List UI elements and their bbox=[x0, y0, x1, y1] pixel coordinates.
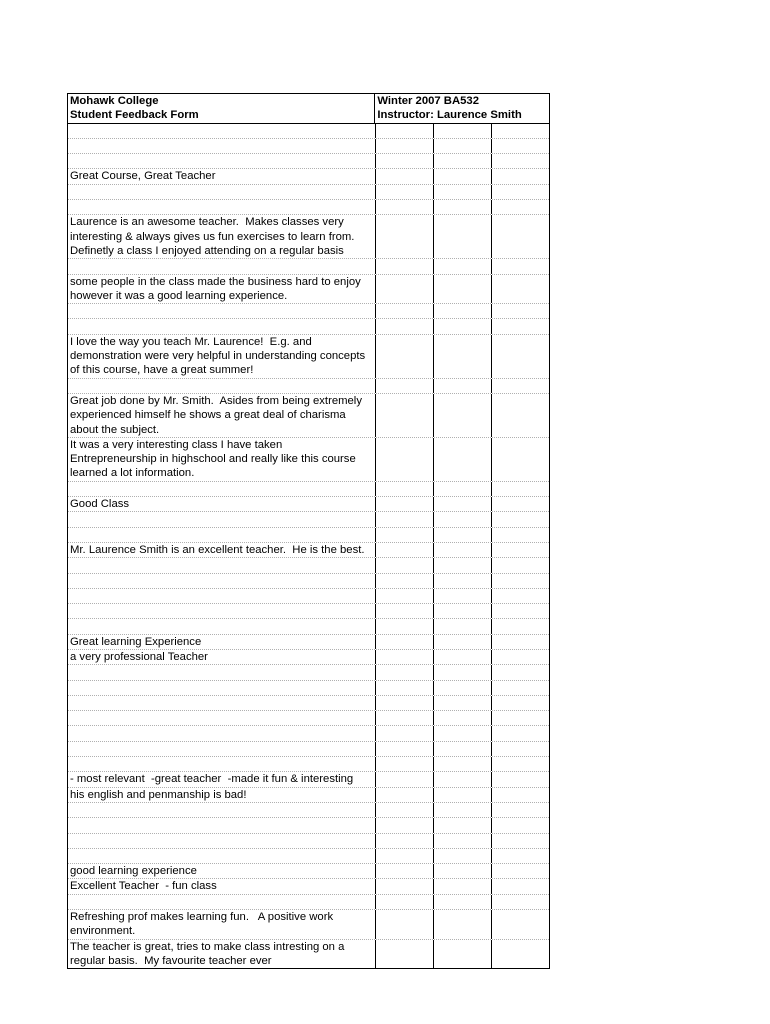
empty-cell bbox=[376, 512, 434, 526]
table-row bbox=[68, 864, 549, 879]
empty-cell bbox=[376, 619, 434, 633]
empty-cell bbox=[434, 681, 492, 695]
empty-cell bbox=[492, 940, 549, 969]
empty-cell bbox=[492, 895, 549, 909]
table-row bbox=[68, 788, 549, 803]
empty-cell bbox=[376, 543, 434, 557]
empty-cell bbox=[376, 788, 434, 802]
empty-cell bbox=[434, 497, 492, 511]
empty-cell bbox=[492, 528, 549, 542]
comment-cell bbox=[68, 711, 376, 725]
empty-cell bbox=[376, 757, 434, 771]
empty-cell bbox=[434, 726, 492, 740]
comment-cell bbox=[68, 574, 376, 588]
table-row bbox=[68, 818, 549, 833]
empty-cell bbox=[376, 304, 434, 318]
form-title: Student Feedback Form bbox=[70, 109, 199, 122]
empty-cell bbox=[492, 803, 549, 817]
empty-cell bbox=[376, 574, 434, 588]
empty-cell bbox=[492, 482, 549, 496]
table-row bbox=[68, 589, 549, 604]
comment-cell: Great job done by Mr. Smith. Asides from being extremely experienced himself he shows a great deal of charisma about the subject. bbox=[68, 394, 376, 437]
header-right-cell bbox=[375, 94, 549, 123]
comment-cell bbox=[68, 742, 376, 756]
empty-cell bbox=[434, 879, 492, 893]
comment-cell bbox=[68, 803, 376, 817]
empty-cell bbox=[434, 864, 492, 878]
table-row bbox=[68, 604, 549, 619]
empty-cell bbox=[376, 681, 434, 695]
empty-cell bbox=[492, 512, 549, 526]
empty-cell bbox=[434, 895, 492, 909]
empty-cell bbox=[376, 558, 434, 572]
comment-cell: It was a very interesting class I have taken Entrepreneurship in highschool and really like this course learned a lot information. bbox=[68, 438, 376, 481]
comment-cell: his english and penmanship is bad! bbox=[68, 788, 376, 802]
table-row bbox=[68, 304, 549, 319]
table-row bbox=[68, 200, 549, 215]
empty-cell bbox=[492, 379, 549, 393]
empty-cell bbox=[492, 185, 549, 199]
table-row bbox=[68, 379, 549, 394]
empty-cell bbox=[492, 275, 549, 304]
table-row bbox=[68, 742, 549, 757]
empty-cell bbox=[492, 818, 549, 832]
empty-cell bbox=[434, 834, 492, 848]
empty-cell bbox=[492, 650, 549, 664]
empty-cell bbox=[492, 834, 549, 848]
table-row bbox=[68, 543, 549, 558]
empty-cell bbox=[434, 849, 492, 863]
feedback-rows bbox=[68, 124, 549, 969]
empty-cell bbox=[434, 910, 492, 939]
comment-cell bbox=[68, 665, 376, 679]
comment-cell: Mr. Laurence Smith is an excellent teacher. He is the best. bbox=[68, 543, 376, 557]
comment-cell bbox=[68, 185, 376, 199]
empty-cell bbox=[434, 319, 492, 333]
empty-cell bbox=[492, 788, 549, 802]
empty-cell bbox=[434, 589, 492, 603]
table-row bbox=[68, 124, 549, 139]
empty-cell bbox=[492, 335, 549, 378]
empty-cell bbox=[434, 394, 492, 437]
empty-cell bbox=[492, 619, 549, 633]
empty-cell bbox=[434, 772, 492, 786]
empty-cell bbox=[434, 543, 492, 557]
empty-cell bbox=[492, 497, 549, 511]
empty-cell bbox=[376, 635, 434, 649]
empty-cell bbox=[434, 200, 492, 214]
table-row bbox=[68, 619, 549, 634]
table-row bbox=[68, 834, 549, 849]
table-row bbox=[68, 849, 549, 864]
empty-cell bbox=[492, 574, 549, 588]
table-row bbox=[68, 696, 549, 711]
table-row bbox=[68, 558, 549, 573]
empty-cell bbox=[376, 438, 434, 481]
instructor-name: Instructor: Laurence Smith bbox=[377, 109, 522, 122]
comment-cell bbox=[68, 512, 376, 526]
empty-cell bbox=[492, 696, 549, 710]
table-row bbox=[68, 335, 549, 379]
empty-cell bbox=[376, 879, 434, 893]
empty-cell bbox=[376, 726, 434, 740]
comment-cell bbox=[68, 259, 376, 273]
comment-cell bbox=[68, 757, 376, 771]
empty-cell bbox=[376, 940, 434, 969]
empty-cell bbox=[492, 259, 549, 273]
empty-cell bbox=[376, 834, 434, 848]
comment-cell: Great Course, Great Teacher bbox=[68, 169, 376, 183]
empty-cell bbox=[434, 742, 492, 756]
empty-cell bbox=[434, 304, 492, 318]
empty-cell bbox=[492, 154, 549, 168]
comment-cell bbox=[68, 304, 376, 318]
empty-cell bbox=[434, 650, 492, 664]
table-row bbox=[68, 394, 549, 438]
comment-cell: Good Class bbox=[68, 497, 376, 511]
empty-cell bbox=[434, 215, 492, 258]
comment-cell bbox=[68, 604, 376, 618]
empty-cell bbox=[376, 215, 434, 258]
comment-cell bbox=[68, 139, 376, 153]
comment-cell bbox=[68, 589, 376, 603]
empty-cell bbox=[376, 818, 434, 832]
empty-cell bbox=[434, 665, 492, 679]
empty-cell bbox=[434, 124, 492, 138]
empty-cell bbox=[492, 124, 549, 138]
empty-cell bbox=[492, 665, 549, 679]
comment-cell bbox=[68, 319, 376, 333]
table-row bbox=[68, 757, 549, 772]
table-row bbox=[68, 215, 549, 259]
empty-cell bbox=[434, 139, 492, 153]
table-row bbox=[68, 635, 549, 650]
comment-cell bbox=[68, 895, 376, 909]
empty-cell bbox=[492, 169, 549, 183]
empty-cell bbox=[434, 711, 492, 725]
empty-cell bbox=[376, 200, 434, 214]
empty-cell bbox=[492, 215, 549, 258]
empty-cell bbox=[376, 895, 434, 909]
empty-cell bbox=[434, 528, 492, 542]
empty-cell bbox=[434, 940, 492, 969]
feedback-spreadsheet bbox=[67, 93, 550, 969]
empty-cell bbox=[434, 788, 492, 802]
table-row bbox=[68, 726, 549, 741]
empty-cell bbox=[492, 772, 549, 786]
comment-cell: I love the way you teach Mr. Laurence! E.g. and demonstration were very helpful in understanding concepts of this course, have a great summer! bbox=[68, 335, 376, 378]
empty-cell bbox=[492, 319, 549, 333]
table-row bbox=[68, 528, 549, 543]
table-row bbox=[68, 169, 549, 184]
term-course: Winter 2007 BA532 bbox=[377, 95, 479, 107]
empty-cell bbox=[492, 604, 549, 618]
comment-cell: - most relevant -great teacher -made it fun & interesting bbox=[68, 772, 376, 786]
empty-cell bbox=[434, 512, 492, 526]
empty-cell bbox=[376, 259, 434, 273]
comment-cell bbox=[68, 154, 376, 168]
comment-cell: some people in the class made the business hard to enjoy however it was a good learning experience. bbox=[68, 275, 376, 304]
table-row bbox=[68, 879, 549, 894]
empty-cell bbox=[492, 438, 549, 481]
comment-cell bbox=[68, 528, 376, 542]
comment-cell: a very professional Teacher bbox=[68, 650, 376, 664]
comment-cell bbox=[68, 696, 376, 710]
empty-cell bbox=[376, 169, 434, 183]
empty-cell bbox=[434, 379, 492, 393]
empty-cell bbox=[376, 139, 434, 153]
table-row bbox=[68, 650, 549, 665]
table-row bbox=[68, 574, 549, 589]
empty-cell bbox=[376, 124, 434, 138]
empty-cell bbox=[376, 849, 434, 863]
empty-cell bbox=[434, 259, 492, 273]
empty-cell bbox=[376, 665, 434, 679]
empty-cell bbox=[492, 742, 549, 756]
empty-cell bbox=[434, 169, 492, 183]
comment-cell: Excellent Teacher - fun class bbox=[68, 879, 376, 893]
comment-cell bbox=[68, 619, 376, 633]
comment-cell bbox=[68, 558, 376, 572]
empty-cell bbox=[376, 379, 434, 393]
comment-cell bbox=[68, 818, 376, 832]
table-row bbox=[68, 940, 549, 969]
comment-cell: Refreshing prof makes learning fun. A positive work environment. bbox=[68, 910, 376, 939]
table-row bbox=[68, 803, 549, 818]
comment-cell bbox=[68, 200, 376, 214]
empty-cell bbox=[376, 482, 434, 496]
comment-cell bbox=[68, 834, 376, 848]
comment-cell: good learning experience bbox=[68, 864, 376, 878]
empty-cell bbox=[376, 910, 434, 939]
empty-cell bbox=[376, 589, 434, 603]
table-row bbox=[68, 154, 549, 169]
empty-cell bbox=[376, 711, 434, 725]
empty-cell bbox=[492, 879, 549, 893]
empty-cell bbox=[434, 619, 492, 633]
comment-cell bbox=[68, 849, 376, 863]
header-left-cell bbox=[68, 94, 375, 123]
comment-cell bbox=[68, 482, 376, 496]
empty-cell bbox=[434, 275, 492, 304]
table-row bbox=[68, 665, 549, 680]
empty-cell bbox=[492, 711, 549, 725]
empty-cell bbox=[376, 742, 434, 756]
header-row bbox=[68, 94, 549, 124]
empty-cell bbox=[376, 650, 434, 664]
table-row bbox=[68, 910, 549, 940]
empty-cell bbox=[434, 482, 492, 496]
table-row bbox=[68, 275, 549, 305]
empty-cell bbox=[376, 275, 434, 304]
table-row bbox=[68, 711, 549, 726]
empty-cell bbox=[376, 497, 434, 511]
table-row bbox=[68, 681, 549, 696]
empty-cell bbox=[376, 696, 434, 710]
empty-cell bbox=[434, 635, 492, 649]
empty-cell bbox=[434, 335, 492, 378]
empty-cell bbox=[492, 635, 549, 649]
empty-cell bbox=[492, 304, 549, 318]
empty-cell bbox=[492, 726, 549, 740]
empty-cell bbox=[434, 604, 492, 618]
empty-cell bbox=[434, 757, 492, 771]
table-row bbox=[68, 259, 549, 274]
empty-cell bbox=[376, 335, 434, 378]
comment-cell bbox=[68, 124, 376, 138]
empty-cell bbox=[376, 864, 434, 878]
empty-cell bbox=[434, 803, 492, 817]
comment-cell: Laurence is an awesome teacher. Makes classes very interesting & always gives us fun exercises to learn from. Definetly a class I enjoyed attending on a regular basis bbox=[68, 215, 376, 258]
table-row bbox=[68, 497, 549, 512]
empty-cell bbox=[376, 803, 434, 817]
college-name: Mohawk College bbox=[70, 95, 159, 107]
empty-cell bbox=[376, 772, 434, 786]
empty-cell bbox=[376, 185, 434, 199]
empty-cell bbox=[434, 558, 492, 572]
empty-cell bbox=[492, 394, 549, 437]
empty-cell bbox=[434, 185, 492, 199]
empty-cell bbox=[492, 543, 549, 557]
empty-cell bbox=[434, 154, 492, 168]
table-row bbox=[68, 512, 549, 527]
table-row bbox=[68, 772, 549, 787]
empty-cell bbox=[434, 438, 492, 481]
comment-cell bbox=[68, 726, 376, 740]
empty-cell bbox=[434, 574, 492, 588]
table-row bbox=[68, 319, 549, 334]
table-row bbox=[68, 438, 549, 482]
empty-cell bbox=[492, 681, 549, 695]
table-row bbox=[68, 139, 549, 154]
empty-cell bbox=[492, 864, 549, 878]
empty-cell bbox=[492, 849, 549, 863]
comment-cell bbox=[68, 379, 376, 393]
empty-cell bbox=[376, 528, 434, 542]
empty-cell bbox=[376, 394, 434, 437]
empty-cell bbox=[434, 696, 492, 710]
empty-cell bbox=[492, 200, 549, 214]
empty-cell bbox=[376, 319, 434, 333]
table-row bbox=[68, 895, 549, 910]
table-row bbox=[68, 185, 549, 200]
table-row bbox=[68, 482, 549, 497]
empty-cell bbox=[492, 757, 549, 771]
empty-cell bbox=[492, 910, 549, 939]
empty-cell bbox=[492, 139, 549, 153]
comment-cell: The teacher is great, tries to make class intresting on a regular basis. My favourite teacher ever bbox=[68, 940, 376, 969]
empty-cell bbox=[492, 589, 549, 603]
comment-cell: Great learning Experience bbox=[68, 635, 376, 649]
empty-cell bbox=[492, 558, 549, 572]
empty-cell bbox=[376, 604, 434, 618]
empty-cell bbox=[434, 818, 492, 832]
empty-cell bbox=[376, 154, 434, 168]
comment-cell bbox=[68, 681, 376, 695]
